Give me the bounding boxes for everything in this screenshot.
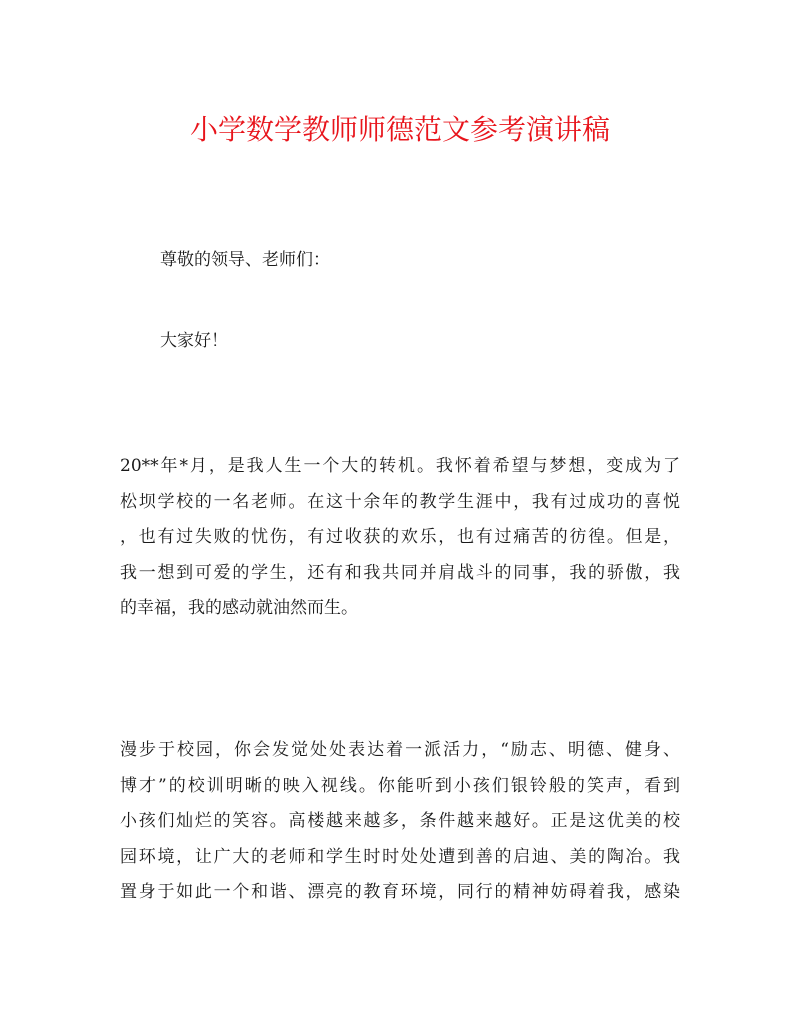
paragraph-line: 20**年*月，是我人生一个大的转机。我怀着希望与梦想，变成为了: [120, 456, 680, 476]
paragraph-2: [120, 733, 680, 911]
paragraph-line: 博才”的校训明晰的映入视线。你能听到小孩们银铃般的笑声，看到: [120, 775, 680, 796]
paragraph-line: 松坝学校的一名老师。在这十余年的教学生涯中，我有过成功的喜悦: [120, 491, 680, 512]
paragraph-1: [120, 449, 680, 627]
document-title: 小学数学教师师德范文参考演讲稿: [189, 113, 610, 146]
paragraph-line: 园环境，让广大的老师和学生时时处处遭到善的启迪、美的陶冶。我: [120, 846, 680, 867]
paragraph-line: 我一想到可爱的学生，还有和我共同并肩战斗的同事，我的骄傲，我: [120, 562, 680, 583]
salutation: 尊敬的领导、老师们：: [160, 250, 330, 270]
paragraph-line: 小孩们灿烂的笑容。高楼越来越多，条件越来越好。正是这优美的校: [120, 811, 680, 831]
paragraph-line: ，也有过失败的忧伤，有过收获的欢乐，也有过痛苦的彷徨。但是，: [120, 527, 680, 547]
paragraph-line: 的幸福，我的感动就油然而生。: [120, 598, 358, 618]
greeting: 大家好！: [160, 331, 228, 351]
paragraph-line: 置身于如此一个和谐、漂亮的教育环境，同行的精神妨碍着我，感染: [120, 882, 680, 902]
paragraph-line: 漫步于校园，你会发觉处处表达着一派活力，“励志、明德、健身、: [120, 740, 680, 760]
